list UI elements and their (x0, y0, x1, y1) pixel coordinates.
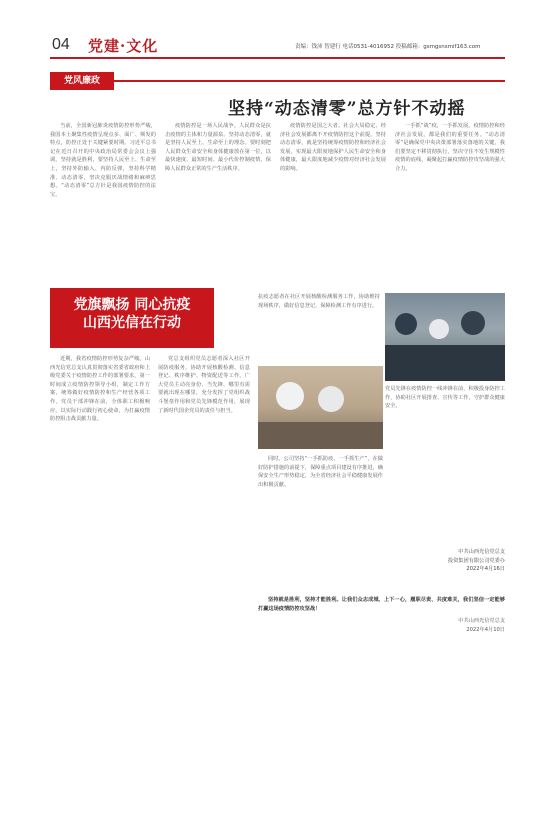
section-title: 党建·文化 (88, 37, 159, 55)
article1-text-1: 当前，全国新冠肺炎疫情防控形势严峻，我国本土聚集性疫情呈现点多、面广、频发的特点，防控正处于关键紧要时期。习近平总书记在近日召开的中央政治局常委会会议上强调，坚持就是胜利，要坚持人民至上、生命至上，坚持外防输入、内防反弹，坚持科学精准、动态清零，坚决克服厌战情绪和麻痹思想。“动态清零”总方针是我国疫情防控的法宝。 (50, 123, 156, 198)
header-meta: 责编：钱沛 智建行 电话0531-4016952 投稿邮箱：gsmgsnsmif163.com (295, 44, 481, 50)
photo1-caption: 党员先锋在疫情防控一线冲锋在前，积极投身防控工作，协助社区开展排查、宣传等工作，守护群众健康安全。 (385, 386, 505, 409)
closing-date: 2022年4月10日 (466, 626, 505, 633)
byline (385, 548, 505, 574)
page-number: 04 (52, 36, 70, 53)
page-header (0, 0, 555, 62)
closing-text: 坚持就是胜利，坚持才能胜利。让我们众志成城、上下一心，履职尽责、共度难关，我们坚信一定能够打赢这场疫情防控攻坚战！ (258, 597, 505, 612)
article2-text-2: 党总支组织党员志愿者深入社区开展防疫服务，协助开展核酸检测、信息登记、秩序维护、物资配送等工作。广大党员主动亮身份、当先锋，哪里有需要就出现在哪里，充分发挥了党组织战斗堡垒作用和党员先锋模范作用，展现了新时代国企党员的责任与担当。 (158, 356, 250, 414)
article1-title: 坚持“动态清零”总方针不动摇 (228, 99, 466, 119)
article2-text-3: 同时，公司坚持“一手抓防疫、一手抓生产”，在做好防护措施的前提下，保障重点项目建设有序推进，确保安全生产形势稳定，为全省经济社会平稳健康发展作出积极贡献。 (258, 456, 383, 488)
article1-column-2 (165, 122, 271, 267)
article2-subtitle: 山西光信在行动 (83, 315, 181, 331)
closing-org: 中共山西光信党总支 (458, 618, 505, 625)
article2-column-1 (50, 355, 150, 795)
article1-text-4: 一手抓“战”疫，一手抓发展。疫情防控和经济社会发展，都是我们的重要任务。“动态清零”是确保党中央决策部署落实落地的关键。我们要坚定不移贯彻执行，坚决守住不发生规模性疫情的底线，凝聚起打赢疫情防控攻坚战的强大合力。 (395, 123, 505, 172)
article1-column-1 (50, 122, 156, 267)
article1-text-3: 疫情防控是国之大者。社会大局稳定、经济社会发展都离不开疫情防控这个前提。坚持动态清零，就是坚持统筹疫情防控和经济社会发展，实现最大限度地保护人民生命安全和身体健康，最大限度地减少疫情对经济社会发展的影响。 (280, 123, 386, 172)
article2-column-3 (258, 455, 383, 570)
banner-line (114, 80, 505, 82)
photo-testing (258, 366, 383, 449)
article1-column-4 (395, 122, 505, 267)
byline-author: 投资集团有限公司党委办 (447, 557, 505, 564)
article2-column-2 (158, 355, 250, 795)
byline-date: 2022年4月16日 (466, 566, 505, 572)
section-banner (50, 72, 505, 90)
header-rule (50, 57, 505, 59)
photo-volunteers (385, 293, 505, 381)
article2-title: 党旗飘扬 同心抗疫 (73, 297, 191, 313)
article2-title-block (50, 288, 214, 348)
article2-text-1: 近期，我省疫情防控形势复杂严峻。山西光信党总支认真贯彻落实省委省政府和上级党委关于疫情防控工作的部署要求，第一时间成立疫情防控领导小组，制定工作方案，统筹做好疫情防控和生产经营各项工作。党员干部冲锋在前，全体职工积极响应，以实际行动践行初心使命，为打赢疫情防控阻击战贡献力量。 (50, 356, 150, 423)
photo2-caption: 抗疫志愿者在社区开展核酸检测服务工作，协助维持现场秩序，做好信息登记，保障检测工作有序进行。 (258, 294, 380, 309)
banner-tag: 党风廉政 (50, 72, 114, 90)
article1-column-3 (280, 122, 386, 267)
byline-org: 中共山西光信党总支 (458, 549, 505, 555)
article1-text-2: 疫情防控是一场人民战争。人民群众是抗击疫情的主体和力量源泉。坚持动态清零，就是坚持人民至上、生命至上的理念。要时刻把人民群众生命安全和身体健康放在第一位，以最快速度、最短时间、最小代价控制疫情，保障人民群众正常的生产生活秩序。 (165, 123, 271, 172)
closing-block (258, 596, 505, 796)
